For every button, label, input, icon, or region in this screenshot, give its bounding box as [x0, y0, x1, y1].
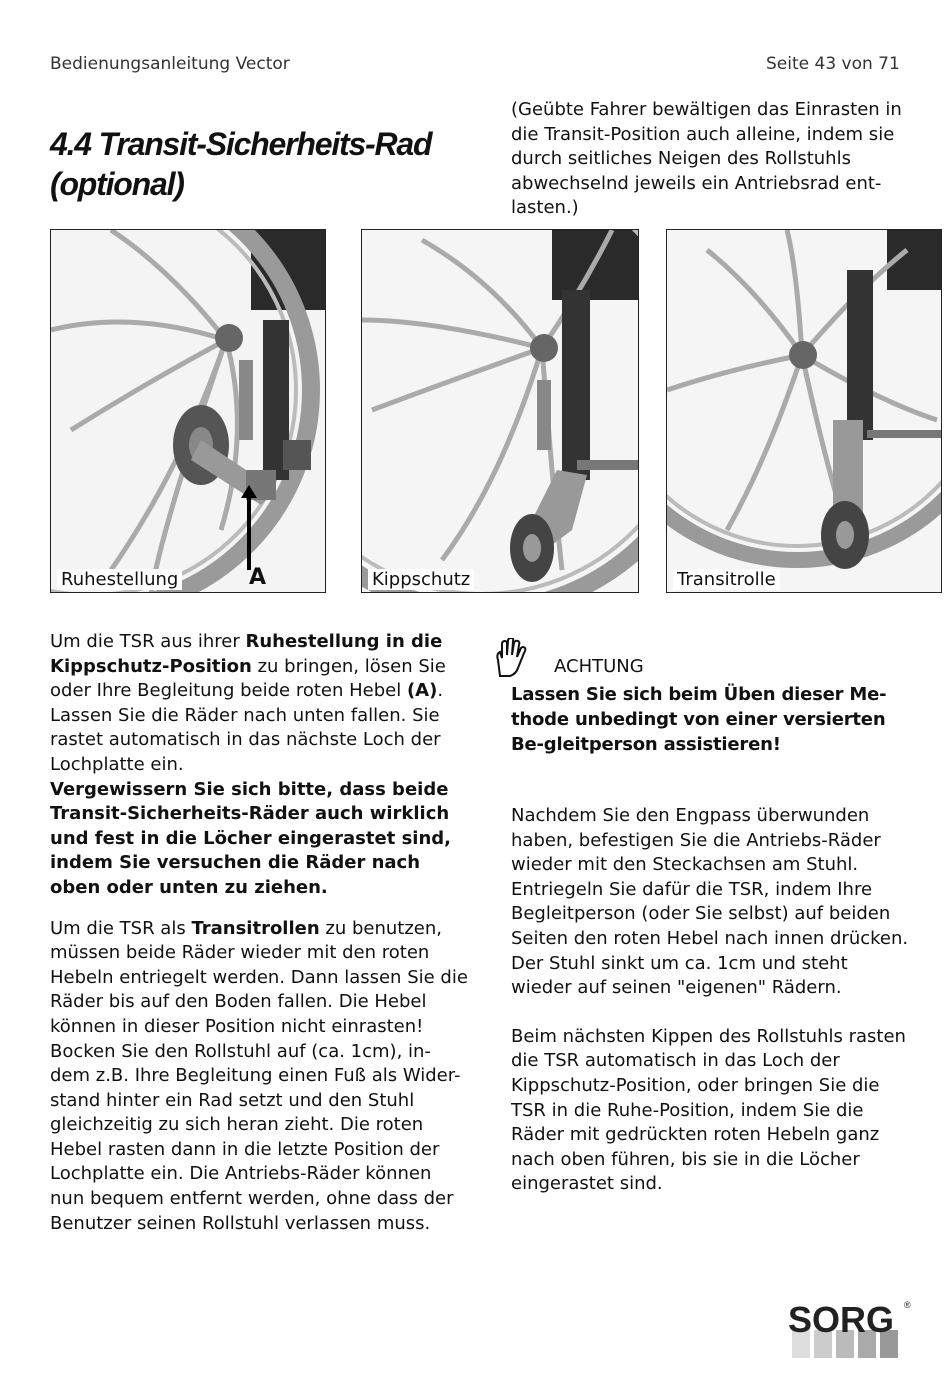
wheel-photo-rest: [51, 230, 326, 593]
figure-ruhestellung: [50, 229, 326, 593]
paragraph-verify-bold: [50, 778, 470, 901]
figure-caption: Kippschutz: [368, 569, 474, 590]
text-run: zu bringen, lösen Sie oder Ihre Begleitung beide roten Hebel: [50, 655, 446, 702]
bold-run: Vergewissern Sie sich bitte, dass beide Transit-Sicherheits-Räder auch wirklich und fest in die Löcher eingerastet sind, indem Sie versuchen die Räder nach oben oder unten zu ziehen.: [50, 778, 451, 898]
text-run: Um die TSR als: [50, 917, 192, 939]
hand-warning-icon: [492, 638, 528, 678]
figure-caption: Ruhestellung: [57, 569, 182, 590]
marker-a-label: A: [249, 565, 267, 590]
paragraph-after-passage: Nachdem Sie den Engpass überwunden haben, befestigen Sie die Antriebs-Räder wieder mit den Steckachsen am Stuhl. Entriegeln Sie dafür die TSR, indem Ihre Begleitperson (oder Sie selbst) auf beiden Seiten den roten Hebel nach innen drücken. Der Stuhl sinkt um ca. 1cm und steht wieder auf seinen "eigenen" Rädern.: [511, 805, 909, 999]
section-title-line1: 4.4 Transit-Sicherheits-Rad: [50, 126, 432, 162]
section-title: [50, 124, 490, 204]
figure-transitrolle: [666, 229, 942, 593]
wheel-photo-anti-tip: [362, 230, 639, 593]
bold-run: Transitrollen: [191, 917, 320, 939]
document-title: Bedienungsanleitung Vector: [50, 54, 290, 74]
logo-text: SORG: [788, 1299, 895, 1340]
paragraph-rest-to-antitip: [50, 630, 470, 778]
right-column: [511, 804, 911, 1197]
paragraph-transit: [50, 917, 470, 1237]
figure-caption: Transitrolle: [673, 569, 780, 590]
registered-mark: ®: [904, 1300, 911, 1310]
sorg-logo: [788, 1298, 912, 1360]
figure-kippschutz: [361, 229, 639, 593]
section-title-line2: (optional): [50, 166, 184, 202]
text-run: . Lassen Sie die Räder nach unten fallen. Sie rastet automatisch in das nächste Loch der Lochplatte ein.: [50, 680, 444, 775]
intro-note: (Geübte Fahrer bewältigen das Einrasten in die Transit-Position auch alleine, indem sie durch seitliches Neigen des Rollstuhls abwechselnd jeweils ein Antriebsrad ent-lasten.): [511, 99, 902, 218]
text-run: zu benutzen, müssen beide Räder wieder mit den roten Hebeln entriegelt werden. Dann lassen Sie die Räder bis auf den Boden fallen. Die Hebel können in dieser Position nicht einrasten! Bocken Sie den Rollstuhl auf (ca. 1cm), in-dem z.B. Ihre Begleitung einen Fuß als Wider-stand hinter ein Rad setzt und den Stuhl gleichzeitig zu sich heran zieht. Die roten Hebel rasten dann in die letzte Position der Lochplatte ein. Die Antriebs-Räder können nun bequem entfernt werden, ohne dass der Benutzer seinen Rollstuhl verlassen muss.: [50, 917, 468, 1234]
wheel-photo-transit: [667, 230, 942, 593]
page-number: Seite 43 von 71: [766, 54, 900, 74]
warning-label: ACHTUNG: [554, 656, 644, 677]
warning-text: Lassen Sie sich beim Üben dieser Me-thode unbedingt von einer versierten Be-gleitperson assistieren!: [511, 684, 887, 755]
left-column: [50, 630, 470, 1236]
bold-run: Ruhestellung in die Kippschutz-Position: [50, 631, 443, 677]
bold-run: (A): [406, 680, 438, 702]
text-run: Um die TSR aus ihrer: [50, 631, 246, 652]
paragraph-next-tilt: Beim nächsten Kippen des Rollstuhls rasten die TSR automatisch in das Loch der Kippschutz-Position, oder bringen Sie die TSR in die Ruhe-Position, indem Sie die Räder mit gedrückten roten Hebeln ganz nach oben führen, bis sie in die Löcher eingerastet sind.: [511, 1025, 906, 1195]
